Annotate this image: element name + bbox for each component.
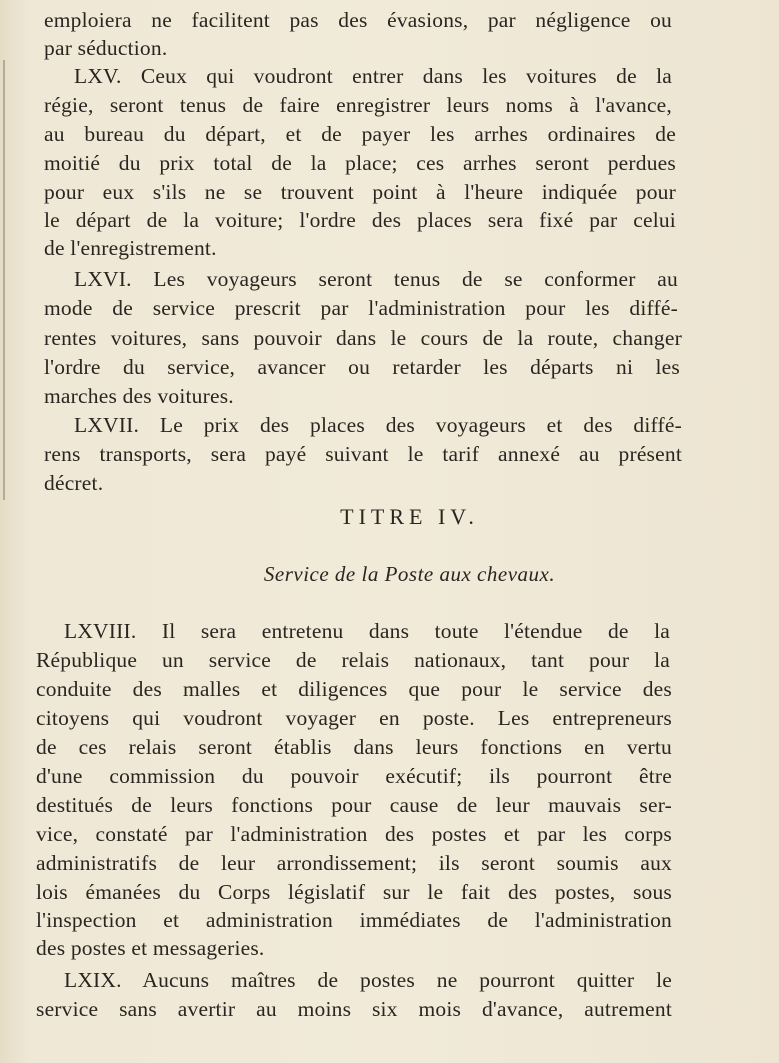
text-line: des postes et messageries.: [36, 936, 265, 960]
article-lxvi-start: LXVI. Les voyageurs seront tenus de se conformer au: [74, 267, 678, 291]
text-line: service sans avertir au moins six mois d'avance, autrement: [36, 997, 672, 1021]
text-line: destitués de leurs fonctions pour cause de leur mauvais ser-: [36, 793, 672, 817]
text-line: pour eux s'ils ne se trouvent point à l'heure indiquée pour: [44, 180, 676, 204]
text-line: moitié du prix total de la place; ces arrhes seront perdues: [44, 151, 676, 175]
text-line: de ces relais seront établis dans leurs fonctions en vertu: [36, 735, 672, 759]
text-line: par séduction.: [44, 36, 168, 60]
text-line: administratifs de leur arrondissement; ils seront soumis aux: [36, 851, 672, 875]
text-line: d'une commission du pouvoir exécutif; ils pourront être: [36, 764, 672, 788]
article-lxviii-start: LXVIII. Il sera entretenu dans toute l'étendue de la: [64, 619, 670, 643]
text-line: vice, constaté par l'administration des postes et par les corps: [36, 822, 672, 846]
text-line: marches des voitures.: [44, 384, 234, 408]
text-line: mode de service prescrit par l'administration pour les diffé-: [44, 296, 678, 320]
text-line: rens transports, sera payé suivant le tarif annexé au présent: [44, 442, 682, 466]
text-line: République un service de relais nationaux, tant pour la: [36, 648, 670, 672]
section-subtitle: Service de la Poste aux chevaux.: [263, 562, 556, 586]
text-line: lois émanées du Corps législatif sur le fait des postes, sous: [36, 880, 672, 904]
text-line: l'ordre du service, avancer ou retarder les départs ni les: [44, 355, 680, 379]
text-line: rentes voitures, sans pouvoir dans le cours de la route, changer: [44, 326, 682, 350]
text-line: décret.: [44, 471, 104, 495]
text-line: régie, seront tenus de faire enregistrer leurs noms à l'avance,: [44, 93, 672, 117]
text-line: au bureau du départ, et de payer les arrhes ordinaires de: [44, 122, 676, 146]
article-lxix-start: LXIX. Aucuns maîtres de postes ne pourront quitter le: [64, 968, 672, 992]
text-line: emploiera ne facilitent pas des évasions, par négligence ou: [44, 8, 672, 32]
text-line: le départ de la voiture; l'ordre des places sera fixé par celui: [44, 208, 676, 232]
text-line: l'inspection et administration immédiates de l'administration: [36, 908, 672, 932]
text-line: citoyens qui voudront voyager en poste. Les entrepreneurs: [36, 706, 672, 730]
article-lxvii-start: LXVII. Le prix des places des voyageurs et des diffé-: [74, 413, 682, 437]
section-title: TITRE IV.: [340, 504, 479, 529]
left-margin-rule: [3, 60, 5, 500]
text-line: de l'enregistrement.: [44, 236, 217, 260]
text-line: conduite des malles et diligences que pour le service des: [36, 677, 672, 701]
article-lxv-start: LXV. Ceux qui voudront entrer dans les voitures de la: [74, 64, 672, 88]
